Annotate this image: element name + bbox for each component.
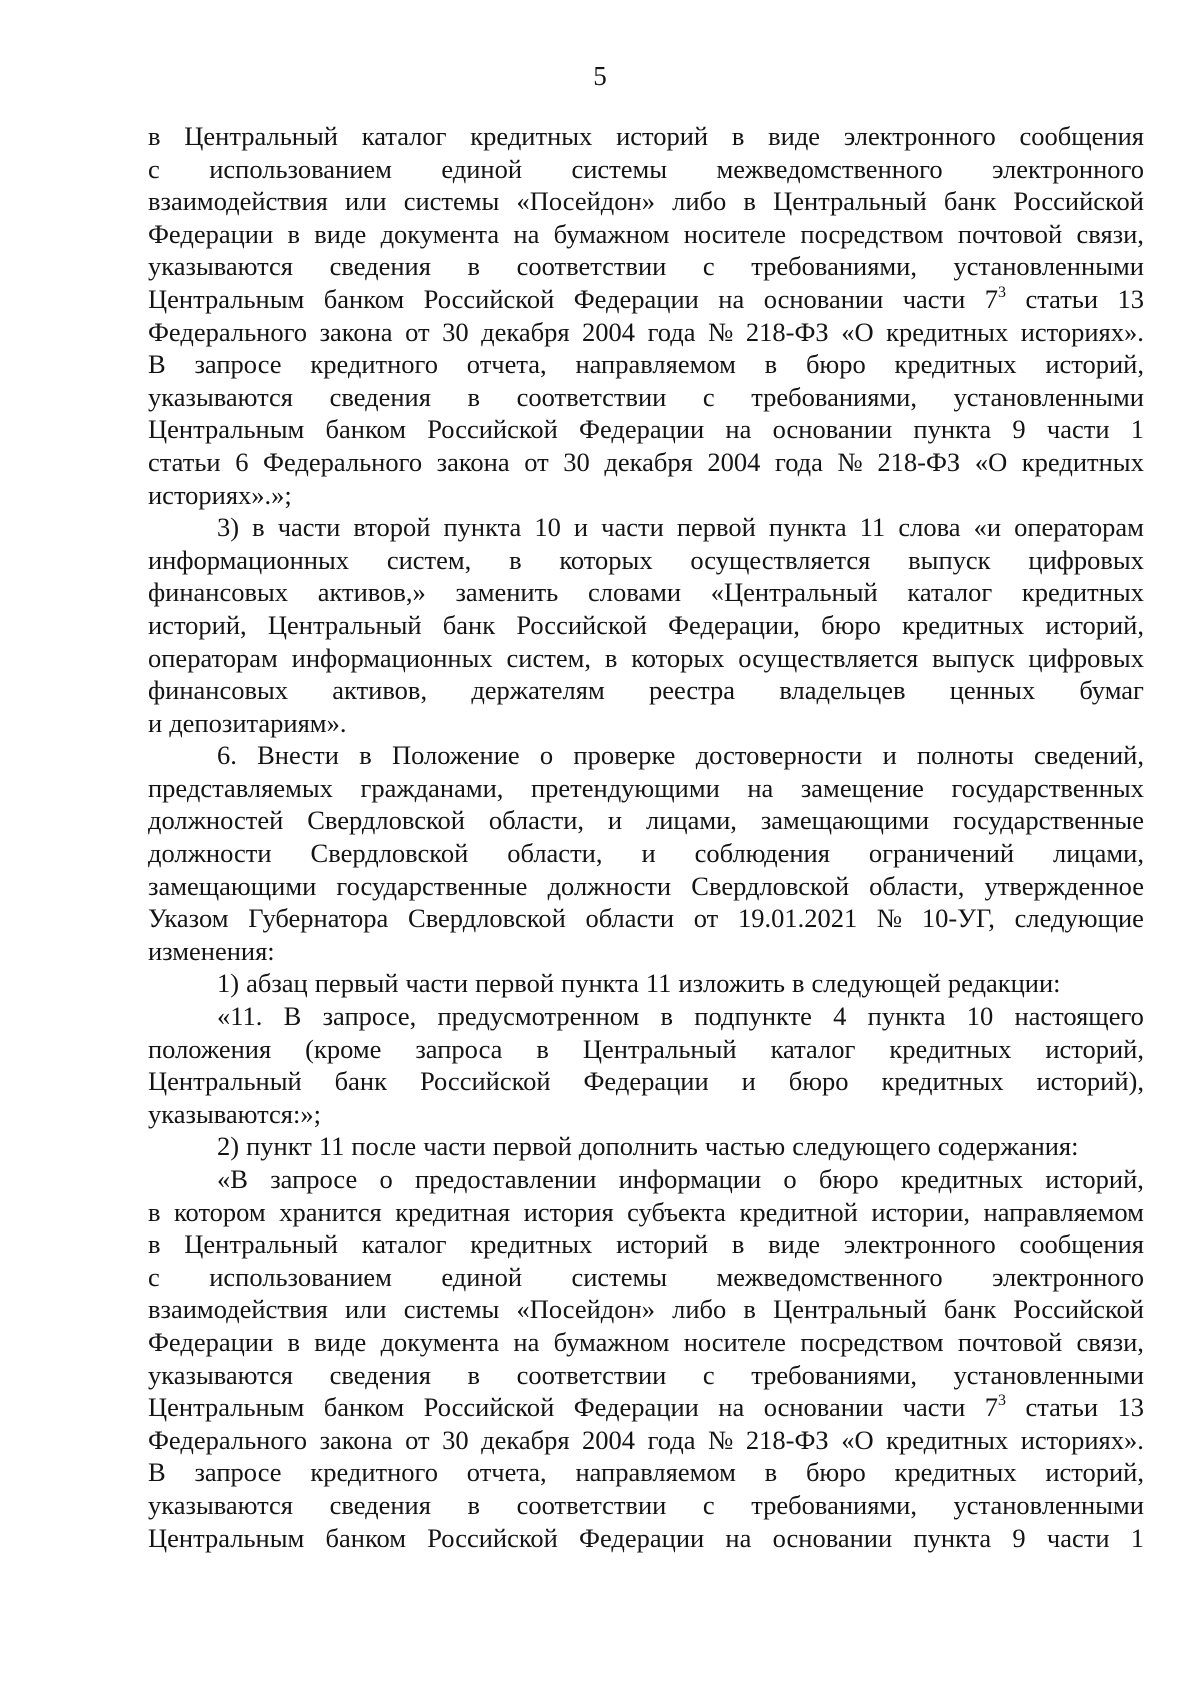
text-line: 6. Внести в Положение о проверке достоверности и полноты сведений, <box>217 740 1144 771</box>
text-line: «В запросе о предоставлении информации о бюро кредитных историй, <box>217 1164 1144 1194</box>
document-text <box>148 120 1144 1554</box>
text-line: историй, Центральный банк Российской Федерации, бюро кредитных историй, <box>148 609 1144 640</box>
text-line: изменения: <box>148 935 275 966</box>
text-line: с использованием единой системы межведомственного электронного <box>148 1261 1144 1292</box>
text-line: статьи 6 Федерального закона от 30 декабря 2004 года № 218-ФЗ «О кредитных <box>148 446 1144 477</box>
text-line: должности Свердловской области, и соблюдения ограничений лицами, <box>148 838 1144 869</box>
text-line: взаимодействия или системы «Посейдон» либо в Центральный банк Российской <box>148 186 1144 217</box>
text-line: в Центральный каталог кредитных историй в виде электронного сообщения <box>148 1229 1144 1260</box>
text-line: Центральным банком Российской Федерации на основании пункта 9 части 1 <box>148 414 1144 445</box>
text-line: Центральным банком Российской Федерации на основании части $7^3$ статьи 13 <box>148 283 1144 314</box>
text-line: Указом Губернатора Свердловской области от 19.01.2021 № 10-УГ, следующие <box>148 903 1144 934</box>
text-line: взаимодействия или системы «Посейдон» либо в Центральный банк Российской <box>148 1294 1144 1325</box>
page-number: 5 <box>593 61 607 91</box>
text-line: В запросе кредитного отчета, направляемом в бюро кредитных историй, <box>148 1457 1144 1488</box>
text-line: положения (кроме запроса в Центральный каталог кредитных историй, <box>148 1033 1144 1064</box>
text-line: «11. В запросе, предусмотренном в подпункте 4 пункта 10 настоящего <box>217 1001 1144 1032</box>
text-line: указываются сведения в соответствии с требованиями, установленными <box>148 251 1144 282</box>
text-line: 2) пункт 11 после части первой дополнить частью следующего содержания: <box>217 1131 1079 1162</box>
text-line: Федерального закона от 30 декабря 2004 года № 218-ФЗ «О кредитных историях». <box>148 1424 1144 1455</box>
text-line: указываются сведения в соответствии с требованиями, установленными <box>148 1359 1144 1390</box>
text-line: указываются сведения в соответствии с требованиями, установленными <box>148 1489 1144 1520</box>
text-line: Центральным банком Российской Федерации на основании части $7^3$ статьи 13 <box>148 1392 1144 1423</box>
text-line: в Центральный каталог кредитных историй в виде электронного сообщения <box>148 121 1144 151</box>
text-line: представляемых гражданами, претендующими на замещение государственных <box>148 772 1144 803</box>
text-line: замещающими государственные должности Свердловской области, утвержденное <box>148 870 1144 901</box>
text-line: операторам информационных систем, в которых осуществляется выпуск цифровых <box>148 642 1144 673</box>
text-line: финансовых активов,» заменить словами «Центральный каталог кредитных <box>148 577 1144 608</box>
text-line: Федерального закона от 30 декабря 2004 года № 218-ФЗ «О кредитных историях». <box>148 316 1144 347</box>
text-line: с использованием единой системы межведомственного электронного <box>148 153 1144 184</box>
text-line: в котором хранится кредитная история субъекта кредитной истории, направляемом <box>148 1196 1144 1227</box>
text-line: В запросе кредитного отчета, направляемом в бюро кредитных историй, <box>148 349 1144 380</box>
text-line: Центральный банк Российской Федерации и бюро кредитных историй), <box>148 1066 1144 1097</box>
text-line: Федерации в виде документа на бумажном носителе посредством почтовой связи, <box>148 1326 1144 1357</box>
text-line: информационных систем, в которых осуществляется выпуск цифровых <box>148 544 1144 575</box>
text-line: 1) абзац первый части первой пункта 11 изложить в следующей редакции: <box>217 968 1061 999</box>
text-line: историях».»; <box>148 479 292 510</box>
text-line: и депозитариям». <box>148 707 347 738</box>
text-line: финансовых активов, держателям реестра владельцев ценных бумаг <box>148 675 1144 706</box>
text-line: указываются сведения в соответствии с требованиями, установленными <box>148 381 1144 412</box>
text-line: должностей Свердловской области, и лицами, замещающими государственные <box>148 805 1144 836</box>
text-line: 3) в части второй пункта 10 и части первой пункта 11 слова «и операторам <box>217 512 1144 543</box>
text-line: Федерации в виде документа на бумажном носителе посредством почтовой связи, <box>148 218 1144 249</box>
text-line: Центральным банком Российской Федерации на основании пункта 9 части 1 <box>148 1522 1144 1553</box>
text-line: указываются:»; <box>148 1098 321 1129</box>
